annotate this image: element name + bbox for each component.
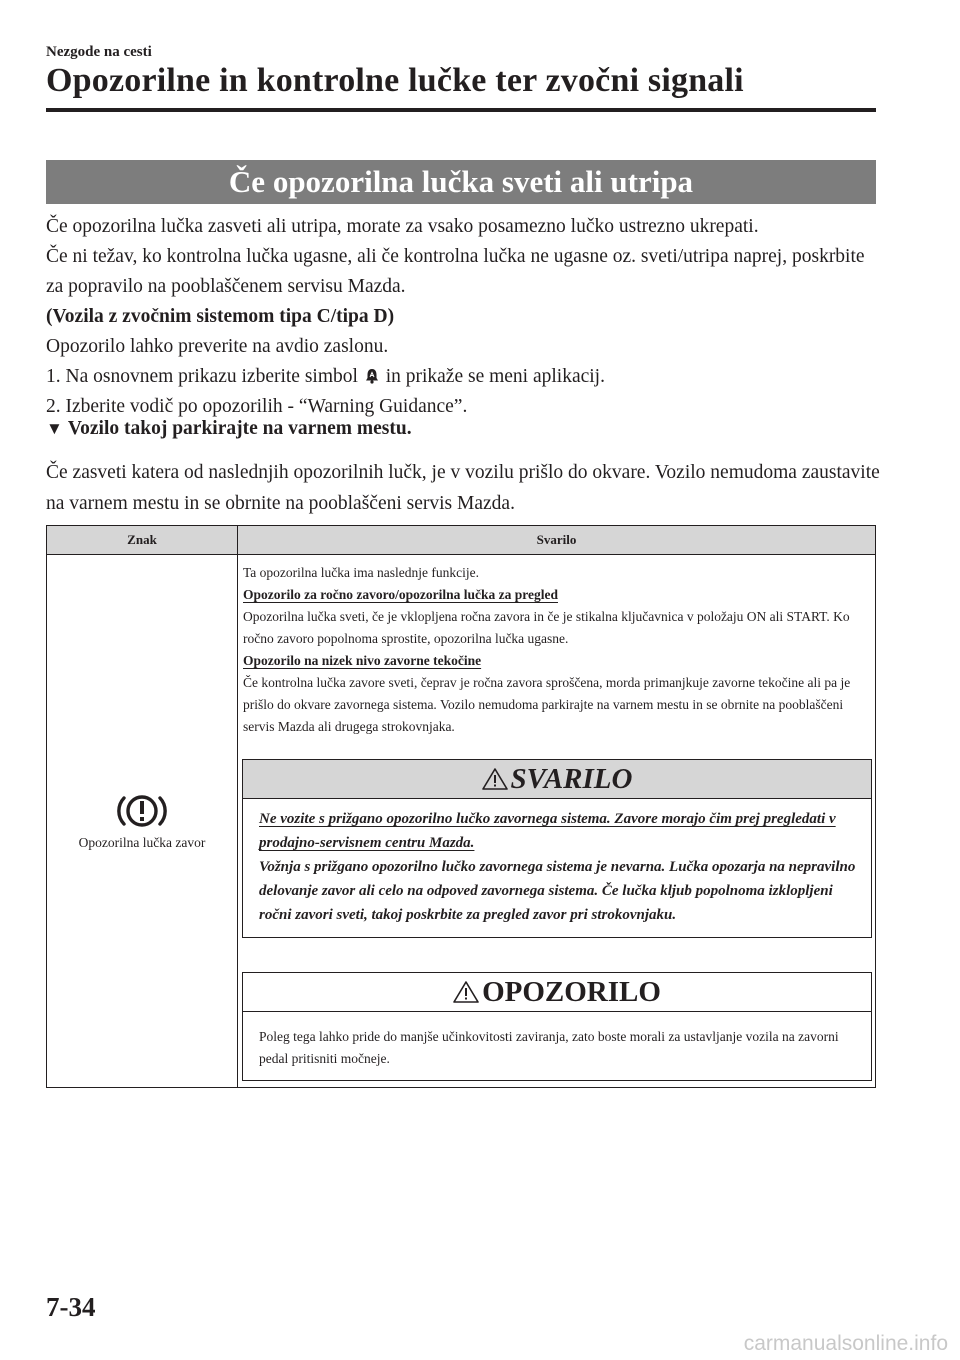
- audio-check-text: Opozorilo lahko preverite na avdio zaslonu.: [46, 336, 389, 357]
- column-header-symbol: Znak: [47, 526, 238, 555]
- function-intro: Ta opozorilna lučka ima naslednje funkcije.: [243, 565, 479, 580]
- notice-text: Poleg tega lahko pride do manjše učinkovitosti zaviranja, zato boste morali za ustavljanje vozila na zavorni pedal pritisniti močneje.: [259, 1029, 839, 1066]
- brake-fluid-heading: Opozorilo na nizek nivo zavorne tekočine: [243, 653, 482, 668]
- subsection-heading: [46, 418, 412, 440]
- caution-title: SVARILO: [510, 762, 633, 795]
- intro-text: [46, 212, 886, 422]
- app-menu-bell-icon: [365, 368, 379, 384]
- parking-brake-heading: Opozorilo za ročno zavoro/opozorilna lučka za pregled: [243, 587, 558, 602]
- subsection-text: Če zasveti katera od naslednjih opozorilnih lučk, je v vozilu prišlo do okvare. Vozilo nemudoma zaustavite na varnem mestu in se obrnite na pooblaščeni servis Mazda.: [46, 462, 880, 514]
- table-header-row: [47, 526, 876, 555]
- triangle-marker-icon: ▼: [46, 419, 63, 438]
- section-title: Opozorilne in kontrolne lučke ter zvočni signali: [46, 62, 744, 99]
- chapter-label: Nezgode na cesti: [46, 44, 152, 60]
- brake-fluid-text: Če kontrolna lučka zavore sveti, čeprav je ročna zavora sproščena, morda primanjkuje zavorne tekočine ali pa je prišlo do okvare zavornega sistema. Vozilo nemudoma parkirajte na varnem mestu in se obrnite na pooblaščeni servis Mazda ali drugega strokovnjaka.: [243, 675, 851, 734]
- description-cell: [238, 555, 876, 1088]
- caution-header: [243, 760, 871, 799]
- symbol-cell: [47, 555, 238, 1088]
- step-2: 2. Izberite vodič po opozorilih - “Warning Guidance”.: [46, 396, 468, 417]
- intro-line-2: Če ni težav, ko kontrolna lučka ugasne, ali če kontrolna lučka ne ugasne oz. sveti/utripa naprej, poskrbite za popravilo na pooblaščenem servisu Mazda.: [46, 246, 865, 297]
- title-rule: [46, 108, 876, 112]
- notice-title: OPOZORILO: [482, 975, 661, 1008]
- vehicles-note: (Vozila z zvočnim sistemom tipa C/tipa D): [46, 306, 395, 327]
- symbol-caption: Opozorilna lučka zavor: [78, 835, 206, 850]
- page-number: 7-34: [46, 1292, 96, 1322]
- notice-header: [243, 973, 871, 1012]
- caution-box: [242, 759, 872, 938]
- topic-banner: Če opozorilna lučka sveti ali utripa: [46, 160, 876, 204]
- watermark: carmanualsonline.info: [743, 1332, 948, 1355]
- notice-box: [242, 972, 872, 1081]
- step-1-after: in prikaže se meni aplikacij.: [385, 366, 605, 387]
- warning-triangle-icon: [482, 767, 508, 791]
- subsection-title: Vozilo takoj parkirajte na varnem mestu.: [67, 418, 412, 439]
- caution-line-2: Vožnja s prižgano opozorilno lučko zavornega sistema je nevarna. Lučka opozarja na nepravilno delovanje zavor ali celo na odpoved zavornega sistema. Če lučka kljub popolnoma izklopljeni ročni zavori sveti, takoj poskrbite za pregled zavor pri strokovnjaku.: [259, 859, 856, 923]
- warning-light-table: [46, 525, 876, 1088]
- step-1-before: 1. Na osnovnem prikazu izberite simbol: [46, 366, 358, 387]
- parking-brake-text: Opozorilna lučka sveti, če je vklopljena ročna zavora in če je stikalna ključavnica v položaju ON ali START. Ko ročno zavoro popolnoma sprostite, opozorilna lučka ugasne.: [243, 609, 850, 646]
- brake-warning-icon: [115, 791, 169, 831]
- step-1: [46, 362, 886, 392]
- table-row: [47, 555, 876, 1088]
- warning-triangle-icon: [453, 980, 479, 1004]
- caution-line-1: Ne vozite s prižgano opozorilno lučko zavornega sistema. Zavore morajo čim prej pregledati v prodajno-servisnem centru Mazda.: [259, 811, 836, 851]
- intro-line-1: Če opozorilna lučka zasveti ali utripa, morate za vsako posamezno lučko ustrezno ukrepati.: [46, 216, 759, 237]
- column-header-warning: Svarilo: [238, 526, 876, 555]
